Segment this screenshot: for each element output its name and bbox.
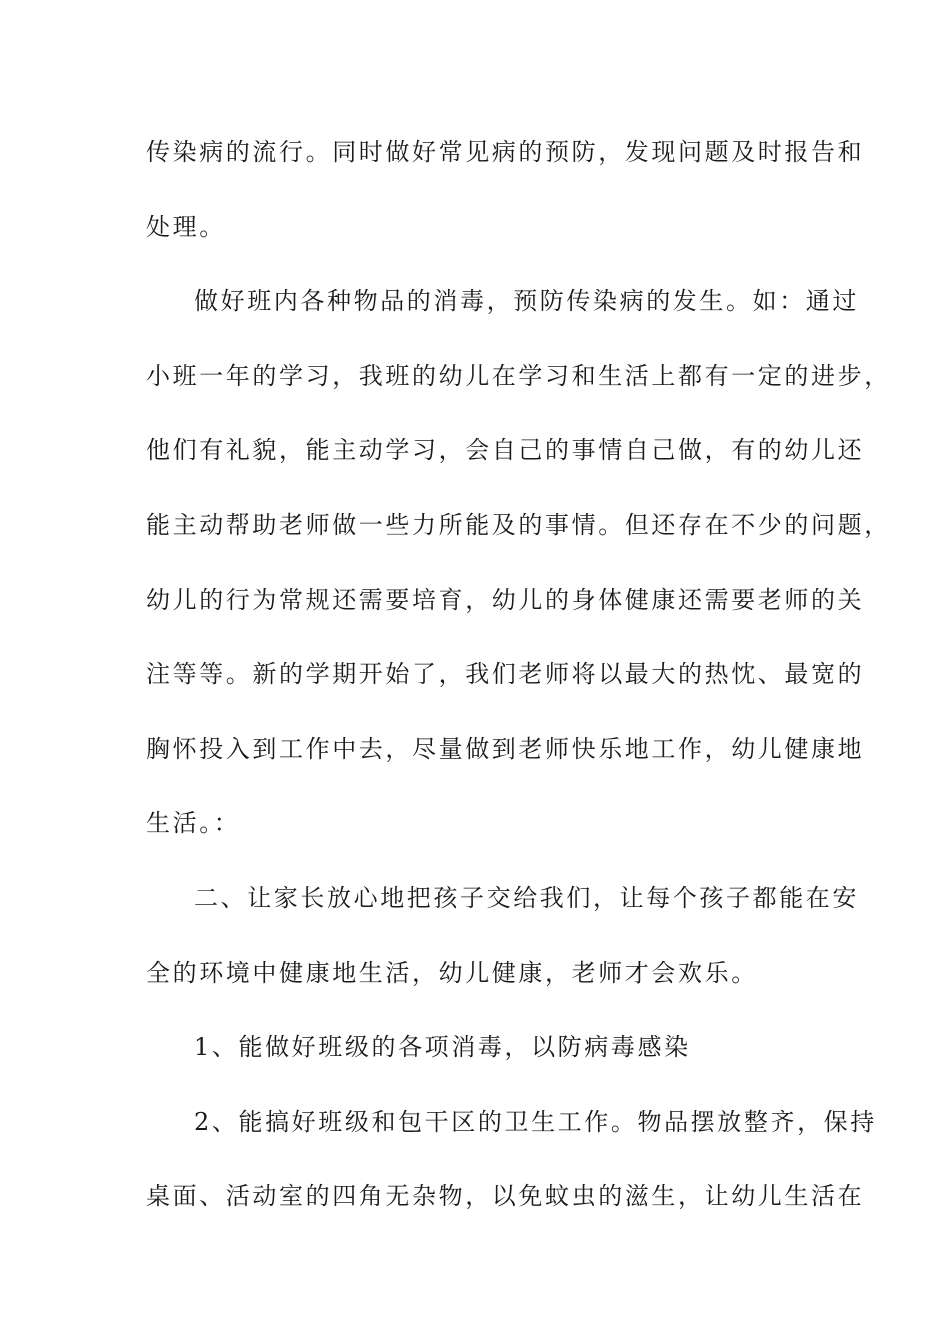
text-line: 传染病的流行。同时做好常见病的预防，发现问题及时报告和 (146, 138, 865, 166)
text-line: 处理。 (146, 212, 226, 241)
list-item-line: 1、能做好班级的各项消毒，以防病毒感染 (194, 1033, 691, 1062)
text-line: 全的环境中健康地生活，幼儿健康，老师才会欢乐。 (146, 958, 758, 987)
list-item-line: 2、能搞好班级和包干区的卫生工作。物品摆放整齐，保持 (194, 1107, 877, 1136)
text-line: 幼儿的行为常规还需要培育，幼儿的身体健康还需要老师的关 (146, 585, 865, 614)
text-line: 能主动帮助老师做一些力所能及的事情。但还存在不少的问题， (146, 510, 891, 539)
text-line: 桌面、活动室的四角无杂物，以免蚊虫的滋生，让幼儿生活在 (146, 1182, 865, 1211)
document-body (146, 128, 891, 1247)
section-heading-line: 二、让家长放心地把孩子交给我们，让每个孩子都能在安 (194, 883, 859, 912)
text-line: 胸怀投入到工作中去，尽量做到老师快乐地工作，幼儿健康地 (146, 734, 865, 763)
text-line: 注等等。新的学期开始了，我们老师将以最大的热忱、最宽的 (146, 660, 865, 689)
text-line: 他们有礼貌，能主动学习，会自己的事情自己做，有的幼儿还 (146, 436, 865, 465)
paragraph-start-line: 做好班内各种物品的消毒，预防传染病的发生。如：通过 (194, 287, 859, 316)
text-line: 生活。： (146, 809, 241, 838)
text-line: 小班一年的学习，我班的幼儿在学习和生活上都有一定的进步， (146, 361, 891, 390)
